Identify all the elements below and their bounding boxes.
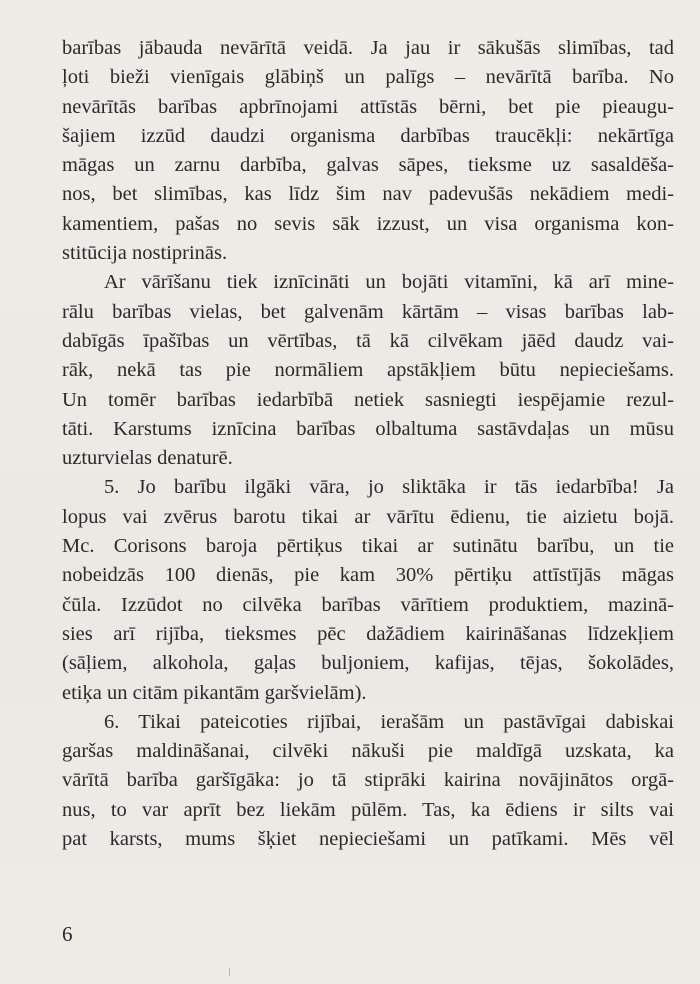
page-number: 6 [62,922,73,946]
text-line: rālu barības vielas, bet galvenām kārtām – visas barības lab- [62,300,674,323]
text-line: Mc. Corisons baroja pērtiķus tikai ar sutinātu barību, un tie [62,535,674,558]
text-line: 6. Tikai pateicoties rijībai, ierašām un pastāvīgai dabiskai [104,710,674,733]
text-line: Ar vārīšanu tiek iznīcināti un bojāti vitamīni, kā arī mine- [104,271,674,294]
text-line: lopus vai zvērus barotu tikai ar vārītu ēdienu, tie aizietu bojā. [62,505,674,528]
text-line: nevārītās barības apbrīnojami attīstās bērni, bet pie pieaugu- [62,95,674,118]
text-line: pat karsts, mums šķiet nepieciešami un patīkami. Mēs vēl [62,828,674,851]
paragraph [62,34,674,268]
paper-speck [229,968,230,976]
text-line: čūla. Izzūdot no cilvēka barības vārītiem produktiem, mazinā- [62,593,674,616]
text-line: nos, bet slimības, kas līdz šim nav padevušās nekādiem medi- [62,183,674,206]
text-line: tāti. Karstums iznīcina barības olbaltuma sastāvdaļas un mūsu [62,417,674,440]
text-line: dabīgās īpašības un vērtības, tā kā cilvēkam jāēd daudz vai- [62,329,674,352]
text-line: nobeidzās 100 dienās, pie kam 30% pērtiķu attīstījās māgas [62,564,674,587]
paragraph [62,268,674,473]
text-line: barības jābauda nevārītā veidā. Ja jau ir sākušās slimības, tad [62,37,674,59]
body-text [62,34,674,854]
text-line: vārītā barība garšīgāka: jo tā stiprāki kairina novājinātos orgā- [62,769,674,792]
text-line: nus, to var aprīt bez liekām pūlēm. Tas, ka ēdiens ir silts vai [62,798,674,821]
text-line: rāk, nekā tas pie normāliem apstākļiem būtu nepieciešams. [62,359,674,382]
text-line: šajiem izzūd daudzi organisma darbības traucēkļi: nekārtīga [62,124,674,147]
text-line: sies arī rijība, tieksmes pēc dažādiem kairināšanas līdzekļiem [62,622,674,645]
text-line: stitūcija nostiprinās. [62,242,228,265]
text-line: ļoti bieži vienīgais glābiņš un palīgs – nevārītā barība. No [62,66,674,89]
text-line: kamentiem, pašas no sevis sāk izzust, un visa organisma kon- [62,212,674,235]
text-line: māgas un zarnu darbība, galvas sāpes, tieksme uz sasaldēša- [62,154,674,177]
paragraph [62,473,674,707]
paragraph [62,708,674,854]
text-line: 5. Jo barību ilgāki vāra, jo sliktāka ir tās iedarbība! Ja [104,476,674,499]
text-line: etiķa un citām pikantām garšvielām). [62,681,367,704]
text-line: uzturvielas denaturē. [62,447,233,470]
text-line: (sāļiem, alkohola, gaļas buljoniem, kafijas, tējas, šokolādes, [62,652,674,675]
text-line: garšas maldināšanai, cilvēki nākuši pie maldīgā uzskata, ka [62,740,674,763]
text-line: Un tomēr barības iedarbībā netiek sasniegti iespējamie rezul- [62,388,674,411]
